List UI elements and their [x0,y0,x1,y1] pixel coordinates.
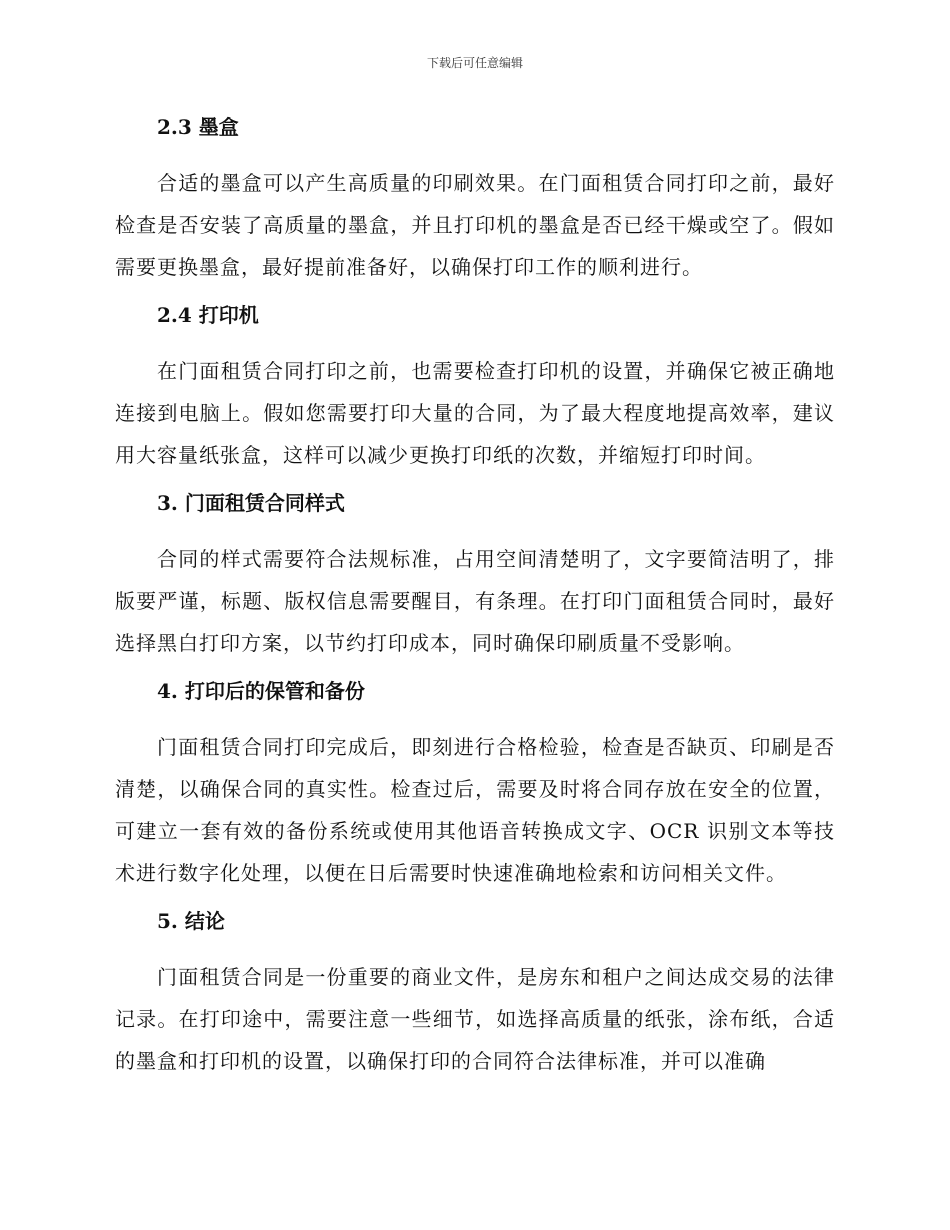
section-heading: 3. 门面租赁合同样式 [157,491,345,515]
section-3 [115,486,835,664]
section-2-3 [115,110,835,288]
section-paragraph: 合适的墨盒可以产生高质量的印刷效果。在门面租赁合同打印之前，最好检查是否安装了高质量的墨盒，并且打印机的墨盒是否已经干燥或空了。假如需要更换墨盒，最好提前准备好，以确保打印工作的顺利进行。 [115,171,835,279]
section-heading: 2.4 打印机 [157,303,259,327]
section-5 [115,904,835,1082]
section-heading: 5. 结论 [157,909,225,933]
section-paragraph: 门面租赁合同打印完成后，即刻进行合格检验，检查是否缺页、印刷是否清楚，以确保合同的真实性。检查过后，需要及时将合同存放在安全的位置，可建立一套有效的备份系统或使用其他语音转换成文字、OCR 识别文本等技术进行数字化处理，以便在日后需要时快速准确地检索和访问相关文件。 [115,735,835,885]
section-4 [115,674,835,894]
section-paragraph: 合同的样式需要符合法规标准，占用空间清楚明了，文字要简洁明了，排版要严谨，标题、版权信息需要醒目，有条理。在打印门面租赁合同时，最好选择黑白打印方案，以节约打印成本，同时确保印刷质量不受影响。 [115,547,835,655]
section-heading: 4. 打印后的保管和备份 [157,679,365,703]
section-heading: 2.3 墨盒 [157,115,239,139]
section-paragraph: 在门面租赁合同打印之前，也需要检查打印机的设置，并确保它被正确地连接到电脑上。假如您需要打印大量的合同，为了最大程度地提高效率，建议用大容量纸张盒，这样可以减少更换打印纸的次数，并缩短打印时间。 [115,359,835,467]
section-paragraph: 门面租赁合同是一份重要的商业文件，是房东和租户之间达成交易的法律记录。在打印途中，需要注意一些细节，如选择高质量的纸张，涂布纸，合适的墨盒和打印机的设置，以确保打印的合同符合法律标准，并可以准确 [115,965,835,1073]
page-header: 下载后可任意编辑 [426,56,523,70]
document-body [115,110,835,1092]
section-2-4 [115,298,835,476]
